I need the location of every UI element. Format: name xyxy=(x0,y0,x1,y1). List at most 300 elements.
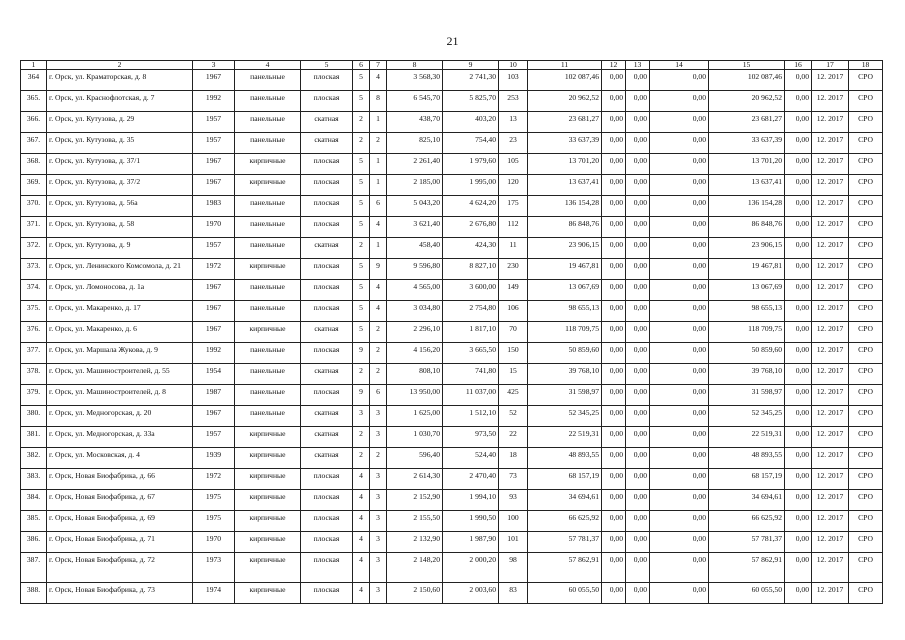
amount-col16-cell: 0,00 xyxy=(785,343,812,364)
total-area-cell: 2 132,90 xyxy=(387,532,443,553)
period-cell: 12. 2017 xyxy=(812,532,849,553)
method-cell: СРО xyxy=(849,583,883,604)
period-cell: 12. 2017 xyxy=(812,280,849,301)
living-area-cell: 4 624,20 xyxy=(443,196,499,217)
method-cell: СРО xyxy=(849,133,883,154)
amount-col16-cell: 0,00 xyxy=(785,70,812,91)
residents-cell: 11 xyxy=(499,238,528,259)
amount-col13-cell: 0,00 xyxy=(626,112,650,133)
cost-col15-cell: 98 655,13 xyxy=(709,301,785,322)
cost-col15-cell: 102 087,46 xyxy=(709,70,785,91)
cost-total-cell: 52 345,25 xyxy=(528,406,602,427)
floors-cell: 5 xyxy=(353,70,370,91)
row-number-cell: 380. xyxy=(21,406,47,427)
living-area-cell: 1 987,90 xyxy=(443,532,499,553)
total-area-cell: 3 621,40 xyxy=(387,217,443,238)
living-area-cell: 2 470,40 xyxy=(443,469,499,490)
roof-type-cell: плоская xyxy=(301,175,353,196)
roof-type-cell: плоская xyxy=(301,532,353,553)
roof-type-cell: плоская xyxy=(301,469,353,490)
amount-col14-cell: 0,00 xyxy=(650,112,709,133)
amount-col14-cell: 0,00 xyxy=(650,133,709,154)
amount-col13-cell: 0,00 xyxy=(626,343,650,364)
roof-type-cell: скатная xyxy=(301,427,353,448)
build-year-cell: 1967 xyxy=(193,280,235,301)
table-row xyxy=(21,406,883,427)
entrances-cell: 4 xyxy=(370,70,387,91)
roof-type-cell: плоская xyxy=(301,217,353,238)
table-row xyxy=(21,469,883,490)
cost-total-cell: 33 637,39 xyxy=(528,133,602,154)
living-area-cell: 754,40 xyxy=(443,133,499,154)
living-area-cell: 2 754,80 xyxy=(443,301,499,322)
residents-cell: 18 xyxy=(499,448,528,469)
amount-col13-cell: 0,00 xyxy=(626,259,650,280)
address-cell: г. Орск, ул. Кутузова, д. 35 xyxy=(47,133,193,154)
method-cell: СРО xyxy=(849,427,883,448)
residents-cell: 105 xyxy=(499,154,528,175)
total-area-cell: 2 150,60 xyxy=(387,583,443,604)
total-area-cell: 2 261,40 xyxy=(387,154,443,175)
amount-col16-cell: 0,00 xyxy=(785,301,812,322)
total-area-cell: 596,40 xyxy=(387,448,443,469)
entrances-cell: 2 xyxy=(370,322,387,343)
wall-material-cell: кирпичные xyxy=(235,469,301,490)
cost-col15-cell: 23 906,15 xyxy=(709,238,785,259)
method-cell: СРО xyxy=(849,175,883,196)
entrances-cell: 1 xyxy=(370,175,387,196)
wall-material-cell: панельные xyxy=(235,70,301,91)
amount-col14-cell: 0,00 xyxy=(650,259,709,280)
cost-col15-cell: 48 893,55 xyxy=(709,448,785,469)
period-cell: 12. 2017 xyxy=(812,469,849,490)
method-cell: СРО xyxy=(849,196,883,217)
period-cell: 12. 2017 xyxy=(812,583,849,604)
amount-col12-cell: 0,00 xyxy=(602,238,626,259)
table-row xyxy=(21,490,883,511)
amount-col14-cell: 0,00 xyxy=(650,322,709,343)
row-number-cell: 367. xyxy=(21,133,47,154)
period-cell: 12. 2017 xyxy=(812,322,849,343)
amount-col16-cell: 0,00 xyxy=(785,238,812,259)
amount-col13-cell: 0,00 xyxy=(626,238,650,259)
period-cell: 12. 2017 xyxy=(812,133,849,154)
amount-col14-cell: 0,00 xyxy=(650,427,709,448)
cost-total-cell: 57 862,91 xyxy=(528,553,602,583)
period-cell: 12. 2017 xyxy=(812,511,849,532)
entrances-cell: 4 xyxy=(370,217,387,238)
roof-type-cell: плоская xyxy=(301,91,353,112)
residents-cell: 230 xyxy=(499,259,528,280)
address-cell: г. Орск, ул. Макаренко, д. 17 xyxy=(47,301,193,322)
amount-col12-cell: 0,00 xyxy=(602,91,626,112)
floors-cell: 4 xyxy=(353,469,370,490)
roof-type-cell: плоская xyxy=(301,196,353,217)
total-area-cell: 13 950,00 xyxy=(387,385,443,406)
amount-col14-cell: 0,00 xyxy=(650,364,709,385)
column-number-header: 8 xyxy=(387,61,443,70)
cost-total-cell: 22 519,31 xyxy=(528,427,602,448)
column-number-header: 18 xyxy=(849,61,883,70)
amount-col13-cell: 0,00 xyxy=(626,385,650,406)
row-number-cell: 386. xyxy=(21,532,47,553)
roof-type-cell: скатная xyxy=(301,406,353,427)
amount-col12-cell: 0,00 xyxy=(602,322,626,343)
row-number-cell: 382. xyxy=(21,448,47,469)
floors-cell: 2 xyxy=(353,133,370,154)
column-number-header: 2 xyxy=(47,61,193,70)
address-cell: г. Орск, ул. Машиностроителей, д. 8 xyxy=(47,385,193,406)
build-year-cell: 1975 xyxy=(193,490,235,511)
table-row xyxy=(21,154,883,175)
amount-col16-cell: 0,00 xyxy=(785,469,812,490)
method-cell: СРО xyxy=(849,280,883,301)
wall-material-cell: панельные xyxy=(235,364,301,385)
cost-col15-cell: 13 067,69 xyxy=(709,280,785,301)
cost-total-cell: 118 709,75 xyxy=(528,322,602,343)
cost-total-cell: 31 598,97 xyxy=(528,385,602,406)
cost-total-cell: 13 637,41 xyxy=(528,175,602,196)
row-number-cell: 371. xyxy=(21,217,47,238)
living-area-cell: 2 000,20 xyxy=(443,553,499,583)
wall-material-cell: кирпичные xyxy=(235,427,301,448)
address-cell: г. Орск, ул. Кутузова, д. 37/1 xyxy=(47,154,193,175)
entrances-cell: 8 xyxy=(370,91,387,112)
entrances-cell: 9 xyxy=(370,259,387,280)
roof-type-cell: плоская xyxy=(301,259,353,280)
living-area-cell: 8 827,10 xyxy=(443,259,499,280)
amount-col13-cell: 0,00 xyxy=(626,583,650,604)
amount-col14-cell: 0,00 xyxy=(650,469,709,490)
address-cell: г. Орск, ул. Медногорская, д. 20 xyxy=(47,406,193,427)
build-year-cell: 1967 xyxy=(193,406,235,427)
row-number-cell: 376. xyxy=(21,322,47,343)
residents-cell: 83 xyxy=(499,583,528,604)
cost-col15-cell: 118 709,75 xyxy=(709,322,785,343)
cost-total-cell: 34 694,61 xyxy=(528,490,602,511)
build-year-cell: 1957 xyxy=(193,112,235,133)
build-year-cell: 1957 xyxy=(193,238,235,259)
entrances-cell: 3 xyxy=(370,490,387,511)
amount-col14-cell: 0,00 xyxy=(650,406,709,427)
wall-material-cell: кирпичные xyxy=(235,259,301,280)
address-cell: г. Орск, ул. Краснофлотская, д. 7 xyxy=(47,91,193,112)
floors-cell: 4 xyxy=(353,490,370,511)
address-cell: г. Орск, ул. Макаренко, д. 6 xyxy=(47,322,193,343)
column-number-header: 16 xyxy=(785,61,812,70)
amount-col13-cell: 0,00 xyxy=(626,70,650,91)
column-number-header: 4 xyxy=(235,61,301,70)
amount-col16-cell: 0,00 xyxy=(785,406,812,427)
address-cell: г. Орск, Новая Биофабрика, д. 72 xyxy=(47,553,193,583)
roof-type-cell: скатная xyxy=(301,133,353,154)
row-number-cell: 384. xyxy=(21,490,47,511)
table-row xyxy=(21,301,883,322)
wall-material-cell: панельные xyxy=(235,301,301,322)
row-number-cell: 369. xyxy=(21,175,47,196)
amount-col16-cell: 0,00 xyxy=(785,154,812,175)
cost-col15-cell: 52 345,25 xyxy=(709,406,785,427)
build-year-cell: 1992 xyxy=(193,91,235,112)
row-number-cell: 379. xyxy=(21,385,47,406)
row-number-cell: 370. xyxy=(21,196,47,217)
column-number-header: 10 xyxy=(499,61,528,70)
column-number-header: 11 xyxy=(528,61,602,70)
cost-col15-cell: 68 157,19 xyxy=(709,469,785,490)
wall-material-cell: кирпичные xyxy=(235,553,301,583)
residents-cell: 22 xyxy=(499,427,528,448)
amount-col16-cell: 0,00 xyxy=(785,490,812,511)
amount-col14-cell: 0,00 xyxy=(650,532,709,553)
residents-cell: 13 xyxy=(499,112,528,133)
entrances-cell: 3 xyxy=(370,583,387,604)
residents-cell: 23 xyxy=(499,133,528,154)
total-area-cell: 825,10 xyxy=(387,133,443,154)
amount-col14-cell: 0,00 xyxy=(650,511,709,532)
build-year-cell: 1967 xyxy=(193,301,235,322)
cost-total-cell: 57 781,37 xyxy=(528,532,602,553)
cost-col15-cell: 57 862,91 xyxy=(709,553,785,583)
method-cell: СРО xyxy=(849,259,883,280)
entrances-cell: 2 xyxy=(370,133,387,154)
residents-cell: 103 xyxy=(499,70,528,91)
row-number-cell: 364 xyxy=(21,70,47,91)
period-cell: 12. 2017 xyxy=(812,154,849,175)
floors-cell: 2 xyxy=(353,364,370,385)
amount-col16-cell: 0,00 xyxy=(785,532,812,553)
amount-col14-cell: 0,00 xyxy=(650,238,709,259)
wall-material-cell: панельные xyxy=(235,217,301,238)
total-area-cell: 2 155,50 xyxy=(387,511,443,532)
table-row xyxy=(21,259,883,280)
cost-col15-cell: 86 848,76 xyxy=(709,217,785,238)
build-year-cell: 1972 xyxy=(193,259,235,280)
roof-type-cell: скатная xyxy=(301,112,353,133)
amount-col13-cell: 0,00 xyxy=(626,427,650,448)
amount-col13-cell: 0,00 xyxy=(626,511,650,532)
amount-col12-cell: 0,00 xyxy=(602,70,626,91)
residents-cell: 253 xyxy=(499,91,528,112)
method-cell: СРО xyxy=(849,301,883,322)
floors-cell: 9 xyxy=(353,343,370,364)
amount-col14-cell: 0,00 xyxy=(650,343,709,364)
amount-col13-cell: 0,00 xyxy=(626,154,650,175)
table-row xyxy=(21,343,883,364)
amount-col14-cell: 0,00 xyxy=(650,553,709,583)
living-area-cell: 1 990,50 xyxy=(443,511,499,532)
living-area-cell: 2 003,60 xyxy=(443,583,499,604)
entrances-cell: 6 xyxy=(370,385,387,406)
address-cell: г. Орск, ул. Кутузова, д. 9 xyxy=(47,238,193,259)
amount-col12-cell: 0,00 xyxy=(602,175,626,196)
wall-material-cell: кирпичные xyxy=(235,511,301,532)
amount-col14-cell: 0,00 xyxy=(650,196,709,217)
living-area-cell: 5 825,70 xyxy=(443,91,499,112)
residents-cell: 100 xyxy=(499,511,528,532)
amount-col12-cell: 0,00 xyxy=(602,385,626,406)
entrances-cell: 3 xyxy=(370,511,387,532)
entrances-cell: 3 xyxy=(370,532,387,553)
amount-col16-cell: 0,00 xyxy=(785,322,812,343)
period-cell: 12. 2017 xyxy=(812,490,849,511)
build-year-cell: 1983 xyxy=(193,196,235,217)
amount-col12-cell: 0,00 xyxy=(602,583,626,604)
amount-col13-cell: 0,00 xyxy=(626,217,650,238)
method-cell: СРО xyxy=(849,91,883,112)
period-cell: 12. 2017 xyxy=(812,385,849,406)
address-cell: г. Орск, ул. Московская, д. 4 xyxy=(47,448,193,469)
floors-cell: 9 xyxy=(353,385,370,406)
living-area-cell: 11 037,00 xyxy=(443,385,499,406)
amount-col13-cell: 0,00 xyxy=(626,175,650,196)
row-number-cell: 385. xyxy=(21,511,47,532)
total-area-cell: 438,70 xyxy=(387,112,443,133)
cost-col15-cell: 136 154,28 xyxy=(709,196,785,217)
period-cell: 12. 2017 xyxy=(812,427,849,448)
method-cell: СРО xyxy=(849,532,883,553)
residents-cell: 15 xyxy=(499,364,528,385)
amount-col14-cell: 0,00 xyxy=(650,154,709,175)
total-area-cell: 2 148,20 xyxy=(387,553,443,583)
table-row xyxy=(21,448,883,469)
row-number-cell: 378. xyxy=(21,364,47,385)
amount-col12-cell: 0,00 xyxy=(602,448,626,469)
floors-cell: 2 xyxy=(353,112,370,133)
amount-col16-cell: 0,00 xyxy=(785,427,812,448)
wall-material-cell: кирпичные xyxy=(235,154,301,175)
period-cell: 12. 2017 xyxy=(812,448,849,469)
period-cell: 12. 2017 xyxy=(812,553,849,583)
build-year-cell: 1975 xyxy=(193,511,235,532)
total-area-cell: 1 625,00 xyxy=(387,406,443,427)
floors-cell: 5 xyxy=(353,91,370,112)
build-year-cell: 1974 xyxy=(193,583,235,604)
method-cell: СРО xyxy=(849,217,883,238)
roof-type-cell: скатная xyxy=(301,364,353,385)
cost-col15-cell: 66 625,92 xyxy=(709,511,785,532)
roof-type-cell: скатная xyxy=(301,448,353,469)
address-cell: г. Орск, ул. Кутузова, д. 29 xyxy=(47,112,193,133)
column-number-header: 13 xyxy=(626,61,650,70)
build-year-cell: 1987 xyxy=(193,385,235,406)
amount-col12-cell: 0,00 xyxy=(602,553,626,583)
method-cell: СРО xyxy=(849,112,883,133)
table-row xyxy=(21,133,883,154)
address-cell: г. Орск, ул. Маршала Жукова, д. 9 xyxy=(47,343,193,364)
entrances-cell: 4 xyxy=(370,280,387,301)
roof-type-cell: плоская xyxy=(301,553,353,583)
residents-cell: 52 xyxy=(499,406,528,427)
amount-col12-cell: 0,00 xyxy=(602,406,626,427)
floors-cell: 2 xyxy=(353,427,370,448)
wall-material-cell: кирпичные xyxy=(235,583,301,604)
amount-col13-cell: 0,00 xyxy=(626,469,650,490)
table-row xyxy=(21,532,883,553)
amount-col14-cell: 0,00 xyxy=(650,91,709,112)
row-number-cell: 366. xyxy=(21,112,47,133)
roof-type-cell: скатная xyxy=(301,238,353,259)
roof-type-cell: плоская xyxy=(301,343,353,364)
row-number-cell: 388. xyxy=(21,583,47,604)
address-cell: г. Орск, Новая Биофабрика, д. 66 xyxy=(47,469,193,490)
period-cell: 12. 2017 xyxy=(812,217,849,238)
cost-col15-cell: 22 519,31 xyxy=(709,427,785,448)
method-cell: СРО xyxy=(849,154,883,175)
cost-total-cell: 50 859,60 xyxy=(528,343,602,364)
residents-cell: 98 xyxy=(499,553,528,583)
method-cell: СРО xyxy=(849,406,883,427)
entrances-cell: 1 xyxy=(370,154,387,175)
row-number-cell: 372. xyxy=(21,238,47,259)
floors-cell: 5 xyxy=(353,154,370,175)
column-number-header: 7 xyxy=(370,61,387,70)
table-row xyxy=(21,175,883,196)
amount-col14-cell: 0,00 xyxy=(650,217,709,238)
cost-col15-cell: 19 467,81 xyxy=(709,259,785,280)
roof-type-cell: плоская xyxy=(301,490,353,511)
roof-type-cell: плоская xyxy=(301,70,353,91)
wall-material-cell: панельные xyxy=(235,112,301,133)
floors-cell: 4 xyxy=(353,532,370,553)
address-cell: г. Орск, Новая Биофабрика, д. 71 xyxy=(47,532,193,553)
method-cell: СРО xyxy=(849,511,883,532)
column-number-header: 12 xyxy=(602,61,626,70)
amount-col13-cell: 0,00 xyxy=(626,280,650,301)
table-row xyxy=(21,70,883,91)
living-area-cell: 3 665,50 xyxy=(443,343,499,364)
living-area-cell: 3 600,00 xyxy=(443,280,499,301)
column-number-header: 15 xyxy=(709,61,785,70)
roof-type-cell: плоская xyxy=(301,583,353,604)
residents-cell: 101 xyxy=(499,532,528,553)
cost-total-cell: 23 906,15 xyxy=(528,238,602,259)
living-area-cell: 1 979,60 xyxy=(443,154,499,175)
cost-col15-cell: 39 768,10 xyxy=(709,364,785,385)
entrances-cell: 3 xyxy=(370,427,387,448)
living-area-cell: 973,50 xyxy=(443,427,499,448)
row-number-cell: 374. xyxy=(21,280,47,301)
floors-cell: 5 xyxy=(353,322,370,343)
address-cell: г. Орск, ул. Кутузова, д. 37/2 xyxy=(47,175,193,196)
table-row xyxy=(21,112,883,133)
row-number-cell: 365. xyxy=(21,91,47,112)
cost-total-cell: 13 701,20 xyxy=(528,154,602,175)
total-area-cell: 5 043,20 xyxy=(387,196,443,217)
table-row xyxy=(21,196,883,217)
roof-type-cell: плоская xyxy=(301,280,353,301)
row-number-cell: 368. xyxy=(21,154,47,175)
address-cell: г. Орск, ул. Медногорская, д. 33а xyxy=(47,427,193,448)
cost-total-cell: 86 848,76 xyxy=(528,217,602,238)
build-year-cell: 1972 xyxy=(193,469,235,490)
column-number-header: 9 xyxy=(443,61,499,70)
amount-col14-cell: 0,00 xyxy=(650,385,709,406)
entrances-cell: 6 xyxy=(370,196,387,217)
total-area-cell: 2 185,00 xyxy=(387,175,443,196)
table-row xyxy=(21,322,883,343)
period-cell: 12. 2017 xyxy=(812,91,849,112)
amount-col16-cell: 0,00 xyxy=(785,196,812,217)
amount-col14-cell: 0,00 xyxy=(650,448,709,469)
amount-col12-cell: 0,00 xyxy=(602,469,626,490)
amount-col13-cell: 0,00 xyxy=(626,196,650,217)
total-area-cell: 9 596,80 xyxy=(387,259,443,280)
amount-col12-cell: 0,00 xyxy=(602,427,626,448)
floors-cell: 5 xyxy=(353,217,370,238)
wall-material-cell: кирпичные xyxy=(235,532,301,553)
amount-col12-cell: 0,00 xyxy=(602,259,626,280)
living-area-cell: 1 994,10 xyxy=(443,490,499,511)
